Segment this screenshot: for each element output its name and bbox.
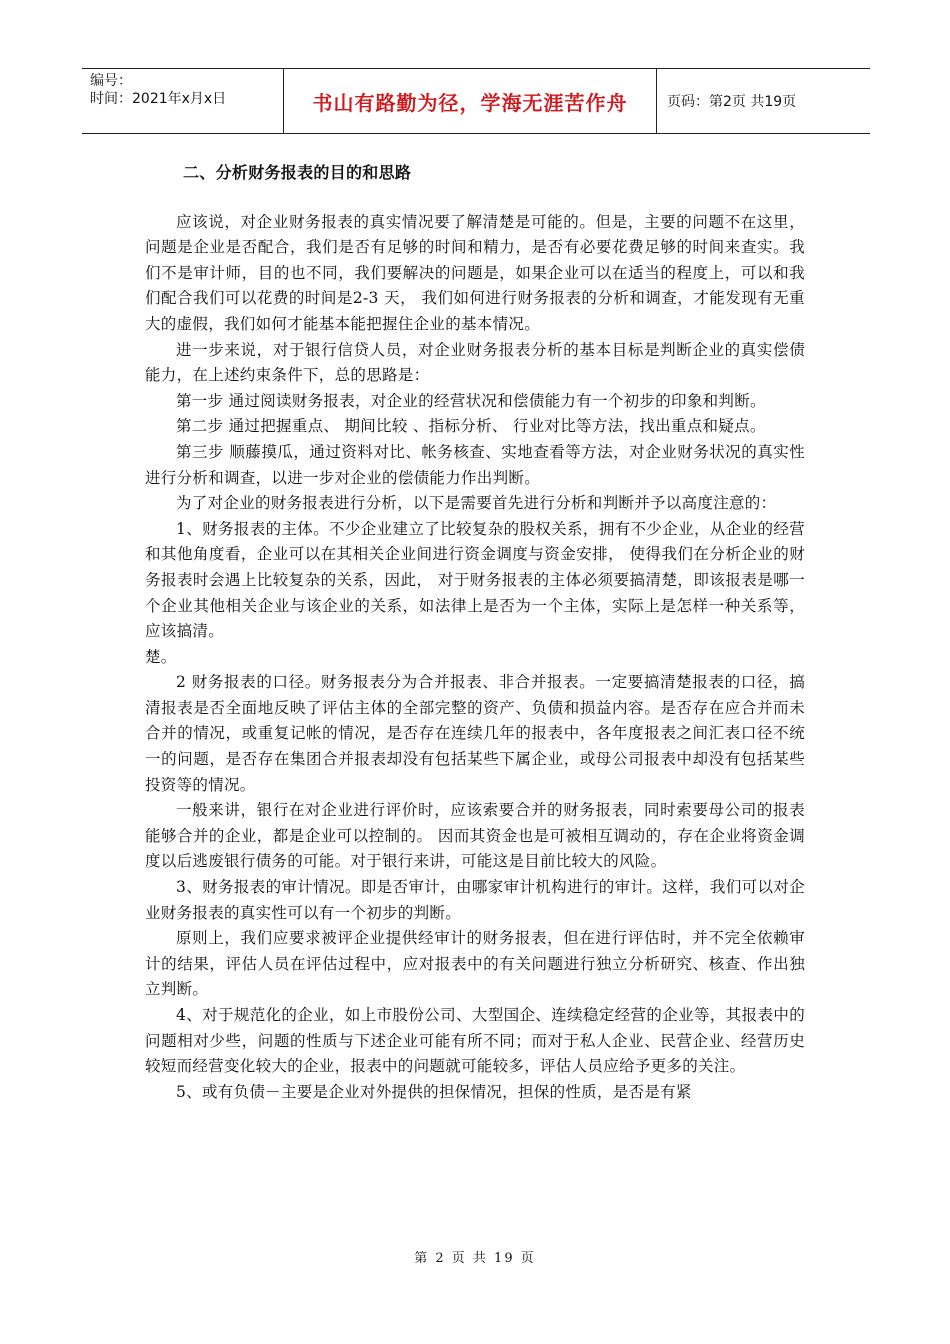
doc-time-label: 时间：2021年x月x日: [90, 91, 227, 107]
header-motto: 书山有路勤为径，学海无涯苦作舟: [284, 69, 657, 133]
paragraph: 第一步 通过阅读财务报表，对企业的经营状况和偿债能力有一个初步的印象和判断。: [176, 391, 766, 410]
paragraph: 原则上，我们应要求被评企业提供经审计的财务报表，但在进行评估时，并不完全依赖审计的结果，评估人员在评估过程中，应对报表中的有关问题进行独立分析研究、核查、作出独立判断。: [145, 929, 805, 999]
paragraph: 进一步来说，对于银行信贷人员，对企业财务报表分析的基本目标是判断企业的真实偿债能力，在上述约束条件下，总的思路是：: [145, 340, 805, 385]
paragraph: 为了对企业的财务报表进行分析，以下是需要首先进行分析和判断并予以高度注意的：: [176, 494, 777, 513]
page-footer: 第 2 页 共 19 页: [414, 1251, 536, 1266]
paragraph: 应该说，对企业财务报表的真实情况要了解清楚是可能的。但是，主要的问题不在这里，问题是企业是否配合，我们是否有足够的时间和精力，是否有必要花费足够的时间来查实。我们不是审计师，目的也不同，我们要解决的问题是，如果企业可以在适当的程度上，可以和我们配合我们可以花费的时间是2-3 天， 我们如何进行财务报表的分析和调查，才能发现有无重大的虚假，我们如何才能基本能把握住企业的基本情况。: [145, 212, 805, 333]
paragraph: 3、财务报表的审计情况。即是否审计，由哪家审计机构进行的审计。这样，我们可以对企业财务报表的真实性可以有一个初步的判断。: [145, 878, 805, 922]
document-body: [145, 160, 805, 1105]
section-title: 二、分析财务报表的目的和思路: [183, 163, 412, 182]
paragraph: 4、对于规范化的企业，如上市股份公司、大型国企、连续稳定经营的企业等，其报表中的问题相对少些，问题的性质与下述企业可能有所不同；而对于私人企业、民营企业、经营历史较短而经营变化较大的企业，报表中的问题就可能较多，评估人员应给予更多的关注。: [145, 1006, 805, 1076]
paragraph: 5、或有负债－主要是企业对外提供的担保情况，担保的性质，是否是有紧: [176, 1082, 692, 1101]
paragraph: 1、财务报表的主体。不少企业建立了比较复杂的股权关系，拥有不少企业，从企业的经营和其他角度看，企业可以在其相关企业间进行资金调度与资金安排， 使得我们在分析企业的财务报表时会遇上比较复杂的关系，因此， 对于财务报表的主体必须要搞清楚，即该报表是哪一个企业其他相关企业与该企业的关系，如法律上是否为一个主体，实际上是怎样一种关系等， 应该搞清。: [145, 519, 805, 641]
header-page-info: 页码：第2页 共19页: [667, 94, 797, 110]
paragraph: 楚。: [145, 647, 177, 666]
paragraph: 2 财务报表的口径。财务报表分为合并报表、非合并报表。一定要搞清楚报表的口径，搞清报表是否全面地反映了评估主体的全部完整的资产、负债和损益内容。是否存在应合并而未合并的情况，或重复记帐的情况，是否存在连续几年的报表中，各年度报表之间汇表口径不统一的问题，是否存在集团合并报表却没有包括某些下属企业，或母公司报表中却没有包括某些投资等的情况。: [145, 673, 805, 794]
paragraph: 第三步 顺藤摸瓜，通过资料对比、帐务核查、实地查看等方法，对企业财务状况的真实性进行分析和调查，以进一步对企业的偿债能力作出判断。: [145, 442, 805, 487]
page-header: [82, 68, 870, 134]
header-meta: [82, 69, 284, 133]
doc-number-label: 编号：: [90, 73, 132, 89]
paragraph: 第二步 通过把握重点、 期间比较 、指标分析、 行业对比等方法，找出重点和疑点。: [176, 417, 766, 436]
paragraph: 一般来讲，银行在对企业进行评价时，应该索要合并的财务报表，同时索要母公司的报表能够合并的企业，都是企业可以控制的。 因而其资金也是可被相互调动的，存在企业将资金调度以后逃废银行债务的可能。对于银行来讲，可能这是目前比较大的风险。: [145, 801, 805, 871]
